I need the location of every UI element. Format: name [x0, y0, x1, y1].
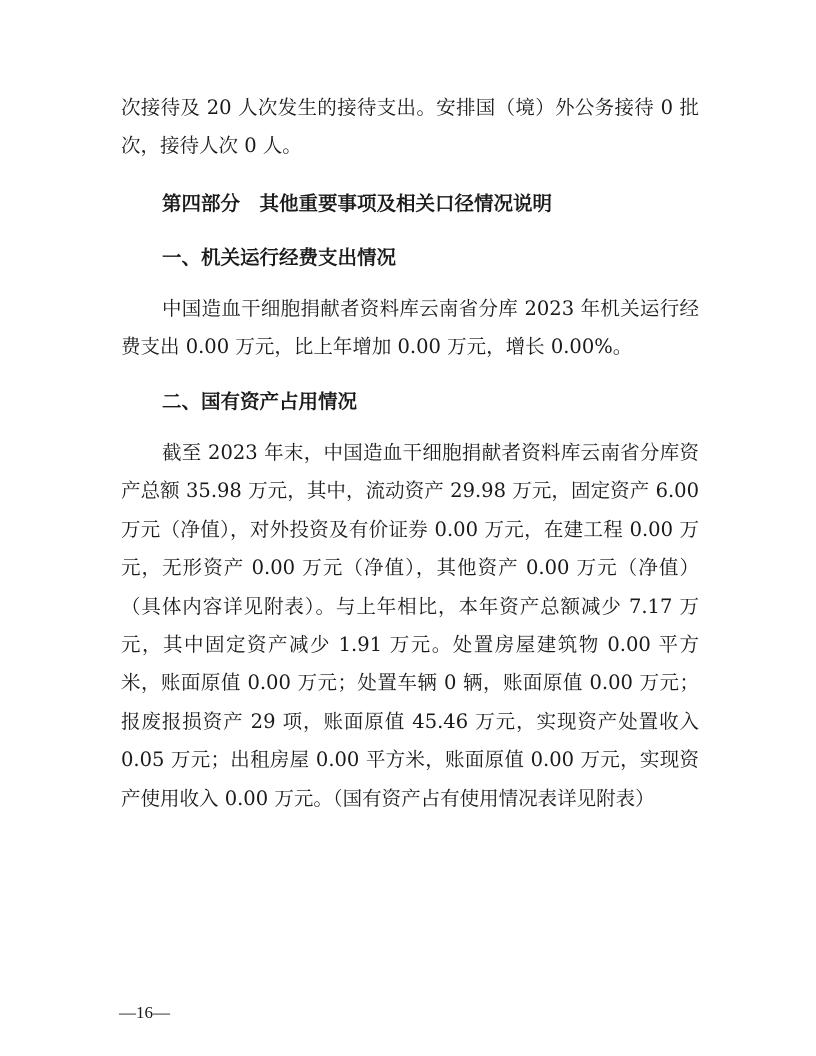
page-number: —16— — [119, 1003, 170, 1022]
part-heading: 第四部分 其他重要事项及相关口径情况说明 — [162, 192, 553, 215]
section-body-operating-expenses: 中国造血干细胞捐献者资料库云南省分库 2023 年机关运行经费支出 0.00 万元，比上年增加 0.00 万元，增长 0.00%。 — [121, 297, 699, 359]
section-body-state-assets: 截至 2023 年末，中国造血干细胞捐献者资料库云南省分库资产总额 35.98 万元，其中，流动资产 29.98 万元，固定资产 6.00 万元（净值），对外投资及有价证券 0.00 万元，在建工程 0.00 万元，无形资产 0.00 万元（净值），其他资产 0.00 万元（净值）（具体内容详见附表）。与上年相比，本年资产总额减少 7.17 万元，其中固定资产减少 1.91 万元。处置房屋建筑物 0.00 平方米，账面原值 0.00 万元；处置车辆 0 辆，账面原值 0.00 万元；报废报损资产 29 项，账面原值 45.46 万元，实现资产处置收入 0.05 万元；出租房屋 0.00 平方米，账面原值 0.00 万元，实现资产使用收入 0.00 万元。（国有资产占有使用情况表详见附表） — [121, 441, 699, 810]
section-heading-operating-expenses: 一、机关运行经费支出情况 — [162, 246, 397, 269]
continuation-paragraph: 次接待及 20 人次发生的接待支出。安排国（境）外公务接待 0 批次，接待人次 0 人。 — [121, 96, 699, 158]
section-heading-state-assets: 二、国有资产占用情况 — [162, 390, 358, 413]
